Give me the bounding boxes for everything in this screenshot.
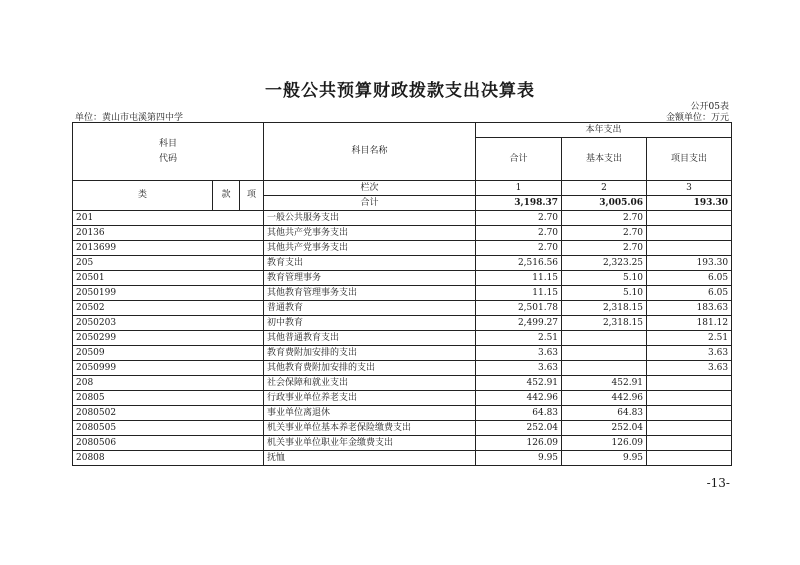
total-row-project: 193.30 [647, 196, 732, 211]
subject-name-cell: 机关事业单位基本养老保险缴费支出 [264, 421, 476, 436]
total-cell: 3.63 [476, 361, 562, 376]
total-row-label: 合计 [264, 196, 476, 211]
subject-name-cell: 一般公共服务支出 [264, 211, 476, 226]
basic-cell [562, 361, 647, 376]
column-order-label: 栏次 [264, 181, 476, 196]
form-number: 公开05表 [690, 102, 729, 112]
lei-header: 类 [73, 181, 213, 211]
project-cell: 193.30 [647, 256, 732, 271]
project-header: 项目支出 [647, 138, 732, 181]
subject-code-cell: 2050203 [73, 316, 264, 331]
subject-code-cell: 2080502 [73, 406, 264, 421]
total-cell: 9.95 [476, 451, 562, 466]
subject-name-cell: 其他普通教育支出 [264, 331, 476, 346]
project-cell [647, 226, 732, 241]
project-cell [647, 421, 732, 436]
table-row [73, 211, 732, 226]
table-row [73, 391, 732, 406]
column-number-3: 3 [647, 181, 732, 196]
basic-cell: 2,318.15 [562, 316, 647, 331]
table-row [73, 301, 732, 316]
subject-name-cell: 普通教育 [264, 301, 476, 316]
subject-code-cell: 2050299 [73, 331, 264, 346]
basic-cell: 2.70 [562, 211, 647, 226]
table-body [73, 211, 732, 466]
total-cell: 2,501.78 [476, 301, 562, 316]
table-row [73, 286, 732, 301]
table-row [73, 451, 732, 466]
basic-cell: 64.83 [562, 406, 647, 421]
total-cell: 3.63 [476, 346, 562, 361]
basic-cell: 126.09 [562, 436, 647, 451]
table-row [73, 436, 732, 451]
project-cell: 3.63 [647, 346, 732, 361]
subject-code-cell: 20501 [73, 271, 264, 286]
subject-name-cell: 其他共产党事务支出 [264, 226, 476, 241]
total-cell: 11.15 [476, 271, 562, 286]
project-cell: 183.63 [647, 301, 732, 316]
table-row [73, 346, 732, 361]
subject-code-label-line1: 科目 [159, 138, 178, 149]
subject-code-cell: 205 [73, 256, 264, 271]
total-cell: 2.51 [476, 331, 562, 346]
subject-code-cell: 2013699 [73, 241, 264, 256]
total-cell: 64.83 [476, 406, 562, 421]
project-cell: 181.12 [647, 316, 732, 331]
subject-name-cell: 其他教育费附加安排的支出 [264, 361, 476, 376]
total-cell: 2.70 [476, 211, 562, 226]
table-row [73, 361, 732, 376]
subject-name-cell: 机关事业单位职业年金缴费支出 [264, 436, 476, 451]
subject-code-cell: 20136 [73, 226, 264, 241]
total-cell: 2.70 [476, 226, 562, 241]
subject-code-cell: 208 [73, 376, 264, 391]
project-cell [647, 391, 732, 406]
kuan-header: 款 [213, 181, 240, 211]
subject-name-cell: 教育管理事务 [264, 271, 476, 286]
basic-cell: 9.95 [562, 451, 647, 466]
basic-cell: 252.04 [562, 421, 647, 436]
subject-name-cell: 教育支出 [264, 256, 476, 271]
total-header: 合计 [476, 138, 562, 181]
total-cell: 2,516.56 [476, 256, 562, 271]
table-row [73, 331, 732, 346]
basic-cell: 452.91 [562, 376, 647, 391]
project-cell [647, 211, 732, 226]
subject-name-cell: 教育费附加安排的支出 [264, 346, 476, 361]
basic-cell: 5.10 [562, 286, 647, 301]
subject-name-cell: 行政事业单位养老支出 [264, 391, 476, 406]
table-row [73, 421, 732, 436]
subject-code-cell: 20805 [73, 391, 264, 406]
basic-cell [562, 331, 647, 346]
table-row [73, 241, 732, 256]
project-cell [647, 376, 732, 391]
table-row [73, 256, 732, 271]
xiang-header: 项 [240, 181, 264, 211]
table-row [73, 406, 732, 421]
subject-code-cell: 2050199 [73, 286, 264, 301]
project-cell [647, 406, 732, 421]
subject-code-cell: 20502 [73, 301, 264, 316]
reporting-unit: 单位：黄山市屯溪第四中学 [75, 113, 184, 123]
total-cell: 252.04 [476, 421, 562, 436]
basic-cell [562, 346, 647, 361]
basic-header: 基本支出 [562, 138, 647, 181]
subject-name-cell: 事业单位离退休 [264, 406, 476, 421]
project-cell: 6.05 [647, 271, 732, 286]
subject-code-cell: 2080506 [73, 436, 264, 451]
current-year-header: 本年支出 [476, 123, 732, 138]
total-cell: 2.70 [476, 241, 562, 256]
total-cell: 126.09 [476, 436, 562, 451]
table-row [73, 316, 732, 331]
subject-code-cell: 20808 [73, 451, 264, 466]
total-cell: 442.96 [476, 391, 562, 406]
basic-cell: 5.10 [562, 271, 647, 286]
subject-name-cell: 其他教育管理事务支出 [264, 286, 476, 301]
subject-name-cell: 初中教育 [264, 316, 476, 331]
basic-cell: 2,318.15 [562, 301, 647, 316]
basic-cell: 2.70 [562, 241, 647, 256]
column-number-1: 1 [476, 181, 562, 196]
table-row [73, 376, 732, 391]
project-cell [647, 451, 732, 466]
project-cell: 6.05 [647, 286, 732, 301]
total-cell: 2,499.27 [476, 316, 562, 331]
table-row [73, 226, 732, 241]
subject-code-header [73, 123, 264, 181]
report-title: 一般公共预算财政拨款支出决算表 [265, 81, 535, 101]
basic-cell: 2.70 [562, 226, 647, 241]
total-cell: 11.15 [476, 286, 562, 301]
basic-cell: 442.96 [562, 391, 647, 406]
basic-cell: 2,323.25 [562, 256, 647, 271]
table-row [73, 271, 732, 286]
project-cell: 3.63 [647, 361, 732, 376]
expenditure-table [72, 122, 732, 466]
subject-name-header: 科目名称 [264, 123, 476, 181]
amount-unit: 金额单位：万元 [665, 113, 729, 123]
subject-code-cell: 2080505 [73, 421, 264, 436]
subject-name-cell: 抚恤 [264, 451, 476, 466]
total-row-total: 3,198.37 [476, 196, 562, 211]
subject-name-cell: 社会保障和就业支出 [264, 376, 476, 391]
total-cell: 452.91 [476, 376, 562, 391]
subject-name-cell: 其他共产党事务支出 [264, 241, 476, 256]
table-header [73, 123, 732, 211]
subject-code-cell: 20509 [73, 346, 264, 361]
page-number: -13- [706, 476, 730, 490]
subject-code-label-line2: 代码 [159, 153, 178, 164]
column-number-2: 2 [562, 181, 647, 196]
subject-code-cell: 2050999 [73, 361, 264, 376]
project-cell: 2.51 [647, 331, 732, 346]
total-row-basic: 3,005.06 [562, 196, 647, 211]
project-cell [647, 436, 732, 451]
subject-code-cell: 201 [73, 211, 264, 226]
project-cell [647, 241, 732, 256]
